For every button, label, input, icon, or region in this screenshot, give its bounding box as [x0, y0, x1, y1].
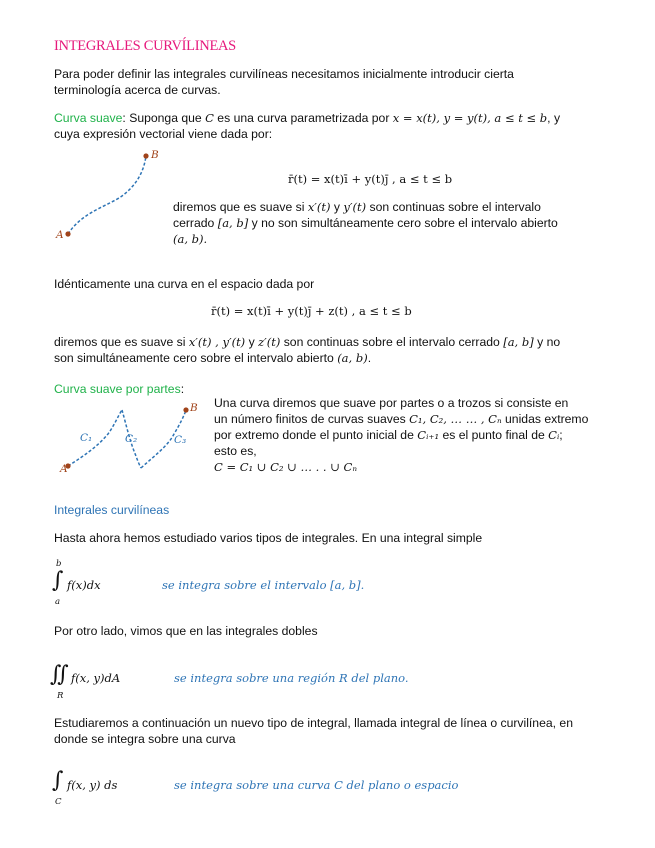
vector-equation-2d: r̄(t) = x(t)ī + y(t)j̄ , a ≤ t ≤ b	[288, 172, 453, 186]
smooth-curve-heading: Curva suave	[54, 111, 123, 125]
piecewise-label-b: B	[190, 402, 198, 414]
piecewise-text-line-1: Una curva diremos que suave por partes o a trozos si consiste en	[214, 396, 569, 410]
line-integrals-paragraph-1: Hasta ahora hemos estudiado varios tipos de integrales. En una integral simple	[54, 531, 483, 545]
int1-upper-limit: b	[56, 559, 62, 569]
piecewise-text-line-3: por extremo donde el punto inicial de Cᵢ₊₁ es el punto final de Cᵢ;	[214, 428, 563, 442]
piecewise-text-line-4: esto es,	[214, 444, 257, 458]
int2-integrand: f(x, y)dA	[71, 671, 121, 685]
point-a	[65, 231, 70, 236]
line-integrals-paragraph-3b: donde se integra sobre una curva	[54, 732, 236, 746]
line-integral-sign: ∫	[52, 768, 64, 793]
intro-line-2: terminología acerca de curvas.	[54, 83, 221, 97]
smooth-definition-line-1: Curva suave: Suponga que C es una curva parametrizada por x = x(t), y = y(t), a ≤ t ≤ b, y	[54, 111, 561, 125]
space-condition-line-1: diremos que es suave si x′(t) , y′(t) y z′(t) son continuas sobre el intervalo cerrado [a, b] y no	[54, 335, 561, 349]
piecewise-point-b	[183, 407, 188, 412]
smooth-condition-line-3: (a, b).	[173, 232, 208, 246]
line-integrals-heading: Integrales curvilíneas	[54, 503, 170, 517]
piecewise-union-formula: C = C₁ ∪ C₂ ∪ … . . ∪ Cₙ	[214, 460, 357, 474]
piecewise-label-a: A	[60, 463, 68, 475]
int1-note: se integra sobre el intervalo [a, b].	[162, 578, 365, 592]
int3-note: se integra sobre una curva C del plano o espacio	[174, 778, 459, 792]
smooth-curve-path	[68, 156, 146, 234]
piecewise-heading-line: Curva suave por partes:	[54, 382, 185, 396]
int3-curve: C	[55, 797, 62, 807]
int2-region: R	[57, 691, 64, 701]
label-c3: C₃	[174, 434, 187, 446]
point-b	[143, 153, 148, 158]
label-b: B	[151, 149, 159, 161]
int2-note: se integra sobre una región R del plano.	[174, 671, 409, 685]
piecewise-text-line-2: un número finitos de curvas suaves C₁, C₂, … … , Cₙ unidas extremo	[214, 412, 589, 426]
int3-integrand: f(x, y) ds	[67, 778, 118, 792]
line-integrals-paragraph-3a: Estudiaremos a continuación un nuevo tipo de integral, llamada integral de línea o curvilínea, en	[54, 716, 573, 730]
curve-c1-path	[68, 410, 122, 466]
label-c2: C₂	[125, 433, 138, 445]
line-integrals-paragraph-2: Por otro lado, vimos que en las integrales dobles	[54, 624, 318, 638]
label-a: A	[56, 229, 64, 241]
smooth-condition-line-2: cerrado [a, b] y no son simultáneamente cero sobre el intervalo abierto	[173, 216, 558, 230]
space-curve-line: Idénticamente una curva en el espacio dada por	[54, 277, 315, 291]
label-c1: C₁	[80, 432, 93, 444]
int1-lower-limit: a	[55, 597, 61, 607]
intro-line-1: Para poder definir las integrales curvilíneas necesitamos inicialmente introducir cierta	[54, 67, 514, 81]
int1-integrand: f(x)dx	[67, 578, 101, 592]
smooth-definition-line-2: cuya expresión vectorial viene dada por:	[54, 127, 273, 141]
space-condition-line-2: son simultáneamente cero sobre el intervalo abierto (a, b).	[54, 351, 372, 365]
smooth-curve-figure	[52, 146, 172, 246]
integral-sign: ∫	[52, 568, 64, 593]
piecewise-curve-heading: Curva suave por partes	[54, 382, 181, 396]
smooth-condition-line-1: diremos que es suave si x′(t) y y′(t) son continuas sobre el intervalo	[173, 200, 541, 214]
page-title: INTEGRALES CURVÍLINEAS	[54, 38, 236, 54]
double-integral-sign: ∬	[50, 662, 69, 687]
vector-equation-3d: r̄(t) = x(t)ī + y(t)j̄ + z(t) , a ≤ t ≤ b	[211, 304, 412, 318]
